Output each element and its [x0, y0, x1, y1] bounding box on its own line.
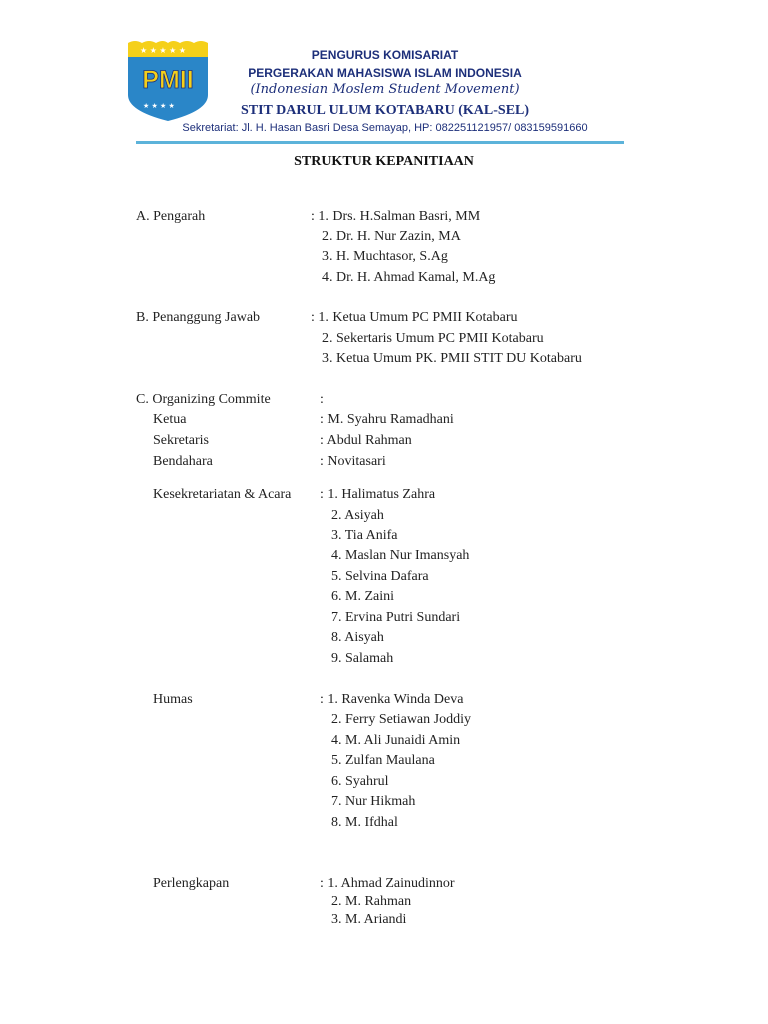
- entry-humas-1: : 1. Ravenka Winda Deva: [320, 692, 464, 707]
- entry-b-1: : 1. Ketua Umum PC PMII Kotabaru: [311, 310, 518, 325]
- svg-text:★ ★ ★ ★: ★ ★ ★ ★: [143, 102, 175, 110]
- org-english-name: (Indonesian Moslem Student Movement): [250, 82, 520, 97]
- entry-c-colon: :: [320, 392, 324, 407]
- org-name: PENGURUS KOMISARIAT: [311, 48, 459, 62]
- entry-bendahara-val: : Novitasari: [320, 454, 386, 469]
- entry-kes-1: : 1. Halimatus Zahra: [320, 487, 436, 502]
- section-label-c-label: C. Organizing Commite: [136, 392, 271, 407]
- entry-a-4: 4. Dr. H. Ahmad Kamal, M.Ag: [322, 270, 496, 285]
- section-label-humas-label: Humas: [153, 692, 193, 707]
- entry-sekretaris-val: : Abdul Rahman: [320, 433, 412, 448]
- entry-a-1: : 1. Drs. H.Salman Basri, MM: [311, 209, 481, 224]
- section-label-kes-label: Kesekretariatan & Acara: [153, 487, 292, 502]
- entry-humas-4: 5. Zulfan Maulana: [331, 753, 435, 768]
- section-label-sekretaris-label: Sekretaris: [153, 433, 209, 448]
- entry-kes-2: 2. Asiyah: [331, 508, 384, 523]
- entry-humas-7: 8. M. Ifdhal: [331, 815, 398, 830]
- entry-ketua-val: : M. Syahru Ramadhani: [320, 412, 454, 427]
- section-label-bendahara-label: Bendahara: [153, 454, 213, 469]
- entry-humas-5: 6. Syahrul: [331, 774, 389, 789]
- section-label-perl-label: Perlengkapan: [153, 876, 230, 891]
- section-label-b-label: B. Penanggung Jawab: [136, 310, 261, 325]
- entry-kes-4: 4. Maslan Nur Imansyah: [331, 548, 470, 563]
- entry-humas-6: 7. Nur Hikmah: [331, 794, 416, 809]
- entry-b-3: 3. Ketua Umum PK. PMII STIT DU Kotabaru: [322, 351, 582, 366]
- entry-humas-3: 4. M. Ali Junaidi Amin: [331, 733, 461, 748]
- entry-kes-8: 8. Aisyah: [331, 630, 384, 645]
- entry-perl-2: 2. M. Rahman: [331, 894, 412, 909]
- svg-text:★ ★ ★ ★ ★: ★ ★ ★ ★ ★: [140, 46, 187, 55]
- entry-perl-3: 3. M. Ariandi: [331, 912, 407, 927]
- entry-perl-1: : 1. Ahmad Zainudinnor: [320, 876, 455, 891]
- entry-kes-7: 7. Ervina Putri Sundari: [331, 610, 461, 625]
- entry-a-2: 2. Dr. H. Nur Zazin, MA: [322, 229, 461, 244]
- section-label-a-label: A. Pengarah: [136, 209, 206, 224]
- logo-text: PMII: [142, 66, 194, 94]
- address-line: Sekretariat: Jl. H. Hasan Basri Desa Semayap, HP: 082251121957/ 083159591660: [182, 122, 588, 134]
- entry-kes-3: 3. Tia Anifa: [331, 528, 398, 543]
- entry-humas-2: 2. Ferry Setiawan Joddiy: [331, 712, 471, 727]
- entry-kes-5: 5. Selvina Dafara: [331, 569, 429, 584]
- header-divider: [136, 141, 624, 144]
- section-label-ketua-label: Ketua: [153, 412, 187, 427]
- entry-a-3: 3. H. Muchtasor, S.Ag: [322, 249, 448, 264]
- entry-b-2: 2. Sekertaris Umum PC PMII Kotabaru: [322, 331, 544, 346]
- document-title: STRUKTUR KEPANITIAAN: [294, 154, 474, 169]
- org-fullname: PERGERAKAN MAHASISWA ISLAM INDONESIA: [248, 66, 522, 80]
- entry-kes-9: 9. Salamah: [331, 651, 394, 666]
- institution-name: STIT DARUL ULUM KOTABARU (KAL-SEL): [240, 103, 530, 118]
- entry-kes-6: 6. M. Zaini: [331, 589, 394, 604]
